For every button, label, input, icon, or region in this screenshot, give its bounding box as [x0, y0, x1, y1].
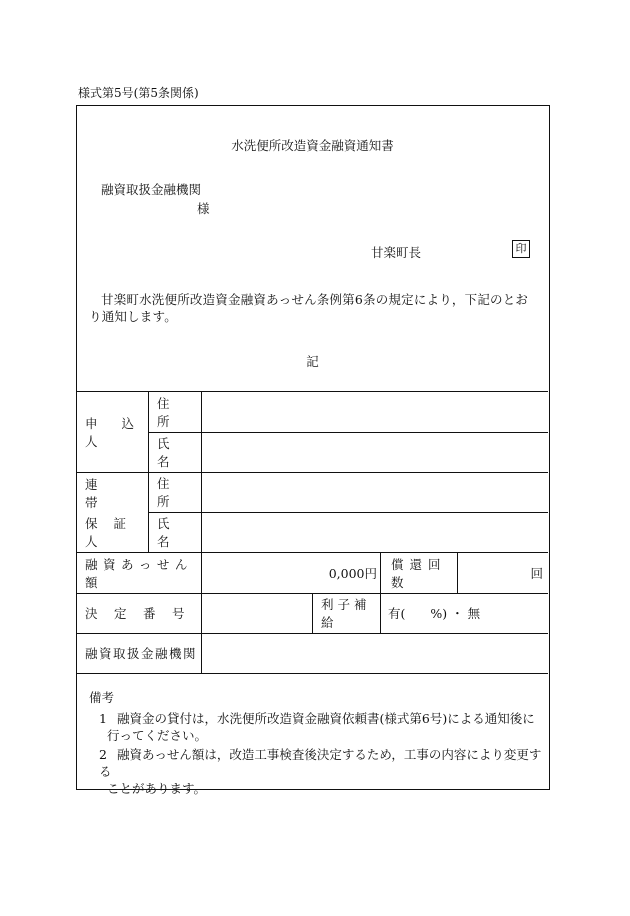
- decision-number-label: 決 定 番 号: [85, 606, 187, 621]
- applicant-name-field[interactable]: [203, 433, 547, 472]
- remark-text: 融資あっせん額は，改造工事検査後決定するため，工事の内容により変更する: [99, 747, 542, 779]
- decision-number-field[interactable]: [203, 594, 311, 633]
- seal-mark: 印: [512, 240, 530, 258]
- remark-number: 1: [99, 711, 107, 726]
- applicant-address-field[interactable]: [203, 392, 547, 432]
- repayment-count-unit[interactable]: 回: [530, 566, 543, 581]
- guarantor-label-line2: 保 証 人: [85, 515, 132, 549]
- column-divider: [148, 391, 149, 552]
- guarantor-label: [85, 472, 147, 552]
- bank-field[interactable]: [203, 634, 547, 673]
- loan-amount-value[interactable]: 0,000円: [328, 566, 377, 581]
- interest-subsidy-label: 利子補給: [321, 597, 371, 630]
- issuer: 甘楽町長: [371, 245, 422, 260]
- ki-heading: 記: [306, 354, 319, 369]
- guarantor-address-field[interactable]: [203, 473, 547, 512]
- guarantor-label-line1: 連 帯: [85, 476, 141, 510]
- guarantor-address-label: 住 所: [157, 476, 203, 509]
- interest-subsidy-option[interactable]: 有( %) ・ 無: [388, 606, 481, 621]
- remark-text-continued: ことがあります。: [107, 781, 207, 796]
- table-bottom-border: [77, 673, 548, 674]
- column-divider: [457, 552, 458, 593]
- notification-form: [76, 105, 550, 796]
- loan-amount-label: 融資あっせん額: [85, 556, 193, 590]
- repayment-count-label: 償還回数: [391, 556, 447, 590]
- guarantor-name-label: 氏 名: [157, 516, 203, 549]
- bank-label: 融資取扱金融機関: [85, 646, 198, 661]
- form-reference: 様式第5号(第5条関係): [78, 86, 199, 100]
- body-text: 甘楽町水洗便所改造資金融資あっせん条例第6条の規定により，下記のとおり通知します。: [89, 292, 529, 324]
- remark-text: 融資金の貸付は，水洗便所改造資金融資依頼書(様式第6号)による通知後に: [117, 711, 535, 726]
- applicant-name-label: 氏 名: [157, 436, 203, 469]
- document-title: 水洗便所改造資金融資通知書: [231, 138, 394, 153]
- remarks-heading: 備考: [89, 690, 115, 705]
- remark-item: [99, 710, 545, 744]
- addressee: 融資取扱金融機関: [101, 182, 202, 197]
- honorific: 様: [197, 201, 210, 216]
- remark-item: [99, 746, 545, 797]
- remark-text-continued: 行ってください。: [107, 728, 208, 743]
- column-divider: [312, 593, 313, 633]
- applicant-label: 申 込 人: [85, 415, 144, 449]
- guarantor-name-field[interactable]: [203, 513, 547, 552]
- applicant-address-label: 住 所: [157, 395, 203, 429]
- remark-number: 2: [99, 747, 107, 762]
